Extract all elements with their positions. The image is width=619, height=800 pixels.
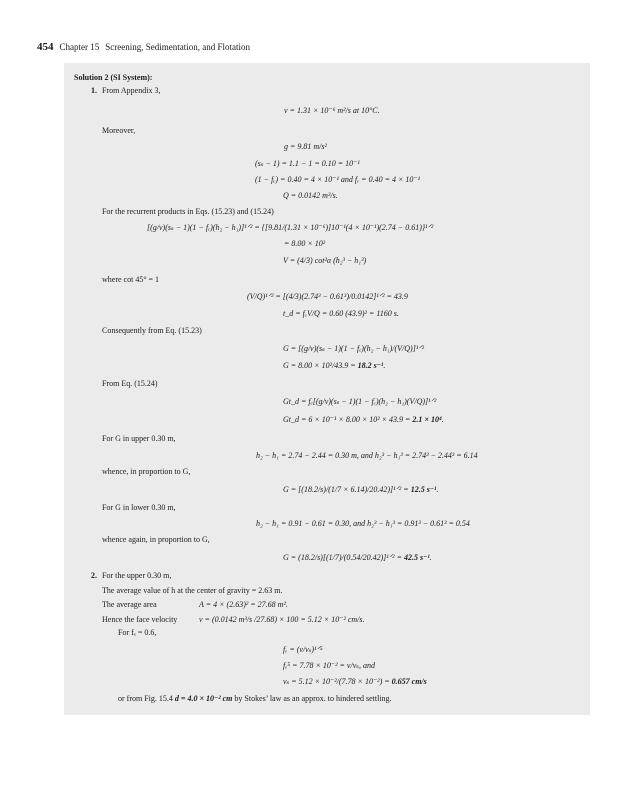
eq-vs-value: 0.657 cm/s: [391, 677, 427, 686]
part1-intro: From Appendix 3,: [102, 86, 161, 95]
eq-td: t_d = fₑV/Q = 0.60 (43.9)² = 1160 s.: [283, 309, 399, 318]
upper-text: For G in upper 0.30 m,: [102, 434, 176, 443]
eq-product-result: = 8.00 × 10²: [284, 239, 326, 248]
cot-text: where cot 45° = 1: [102, 275, 160, 284]
lower-text: For G in lower 0.30 m,: [102, 503, 176, 512]
fig-text-prefix: or from Fig. 15.4: [118, 694, 175, 703]
eq-upper-h: h₂ − h₁ = 2.74 − 2.44 = 0.30 m, and h₂³ − h₁³ = 2.74³ − 2.44³ = 6.14: [256, 451, 478, 460]
eq-G-lower-text: G = (18.2/s)[(1/7)/(0.54/20.42)]¹ᐟ² =: [283, 553, 404, 562]
from-eq24-text: From Eq. (15.24): [102, 379, 158, 388]
eq-vs: [283, 677, 427, 687]
eq-G-upper-end: .: [436, 485, 439, 494]
eq-G-upper-text: G = [(18.2/s)/(1/7 × 6.14)/20.42)]¹ᐟ² =: [283, 485, 411, 494]
recurrent-text: For the recurrent products in Eqs. (15.23) and (15.24): [102, 207, 274, 216]
chapter-title: Screening, Sedimentation, and Flotation: [105, 42, 250, 52]
part2-intro: For the upper 0.30 m,: [102, 571, 172, 580]
chapter-label: Chapter 15: [59, 42, 100, 52]
avg-area-label: The average area: [102, 600, 157, 609]
eq-avg-area: A = 4 × (2.63)² = 27.68 m².: [199, 600, 288, 609]
solution-heading: Solution 2 (SI System):: [74, 73, 153, 82]
eq-G-lower: [283, 553, 432, 563]
part2-number: 2.: [91, 571, 97, 580]
eq-product: [(g/ν)(sₛ − 1)(1 − fₑ)(h₂ − h₁)]¹ᐟ² = {[9.81/(1.31 × 10⁻⁶)]10⁻¹(4 × 10⁻¹)(2.74 − 0.61)}¹ᐟ²: [147, 223, 434, 232]
eq-G-lower-end: .: [429, 553, 432, 562]
eq-Gtd-result-end: .: [441, 415, 444, 424]
eq-fs: (1 − fₑ) = 0.40 = 4 × 10⁻¹ and fₑ = 0.40 = 4 × 10⁻¹: [255, 175, 420, 184]
eq-G-result-end: .: [383, 361, 386, 370]
eq-Gtd-result-value: 2.1 × 10⁴: [412, 415, 442, 424]
eq-G-formula: G = [(g/ν)(sₛ − 1)(1 − fₑ)(h₂ − h₁)/(V/Q)]¹ᐟ²: [283, 344, 424, 353]
eq-vq: (V/Q)¹ᐟ² = [(4/3)(2.74³ − 0.61³)/0.0142]¹ᐟ² = 43.9: [247, 292, 408, 301]
whence-text: whence, in proportion to G,: [102, 467, 191, 476]
eq-nu: ν = 1.31 × 10⁻⁶ m²/s at 10°C.: [284, 106, 380, 115]
avg-h-text: The average value of h at the center of gravity = 2.63 m.: [102, 586, 283, 595]
eq-Gtd-result: [283, 415, 444, 425]
fig-text-diameter: d = 4.0 × 10⁻² cm: [174, 694, 233, 703]
eq-G-upper: [283, 485, 438, 495]
whence-again-text: whence again, in proportion to G,: [102, 535, 210, 544]
eq-G-result: [283, 361, 385, 371]
moreover-text: Moreover,: [102, 126, 136, 135]
page-number: 454: [37, 41, 54, 53]
face-velocity-label: Hence the face velocity: [102, 615, 178, 624]
eq-face-velocity: v = (0.0142 m³/s /27.68) × 100 = 5.12 × 10⁻² cm/s.: [199, 615, 365, 624]
eq-Gtd-result-text: Gt_d = 6 × 10⁻¹ × 8.00 × 10² × 43.9 =: [283, 415, 413, 424]
eq-Gtd-formula: Gt_d = fₑ[(g/ν)(sₛ − 1)(1 − fₑ)(h₂ − h₁)(V/Q)]¹ᐟ²: [283, 397, 437, 406]
for-fe-text: For fₑ = 0.6,: [118, 628, 157, 637]
eq-G-result-text: G = 8.00 × 10²/43.9 =: [283, 361, 358, 370]
eq-ss: (sₛ − 1) = 1.1 − 1 = 0.10 = 10⁻¹: [255, 159, 360, 168]
eq-vs-text: vₛ = 5.12 × 10⁻²/(7.78 × 10⁻²) =: [283, 677, 392, 686]
eq-lower-h: h₂ − h₁ = 0.91 − 0.61 = 0.30, and h₂³ − h₁³ = 0.91³ − 0.61³ = 0.54: [256, 519, 470, 528]
page-header: [37, 41, 250, 53]
fig-text-suffix: by Stokes’ law as an approx. to hindered settling.: [232, 694, 392, 703]
fig-text: [118, 694, 392, 704]
eq-fe5: fₑ⁵ = 7.78 × 10⁻² = v/vₛ, and: [283, 661, 375, 670]
eq-fe: fₑ = (v/vₛ)¹ᐟ⁵: [283, 645, 323, 654]
eq-volume: V = (4/3) cot²α (h₂³ − h₁³): [283, 256, 367, 265]
eq-G-lower-value: 42.5 s⁻¹: [403, 553, 430, 562]
eq-G-result-value: 18.2 s⁻¹: [357, 361, 384, 370]
eq-q: Q = 0.0142 m³/s.: [283, 191, 338, 200]
part1-number: 1.: [91, 86, 97, 95]
eq-g: g = 9.81 m/s²: [284, 142, 327, 151]
eq-G-upper-value: 12.5 s⁻¹: [410, 485, 437, 494]
consequently-text: Consequently from Eq. (15.23): [102, 326, 202, 335]
